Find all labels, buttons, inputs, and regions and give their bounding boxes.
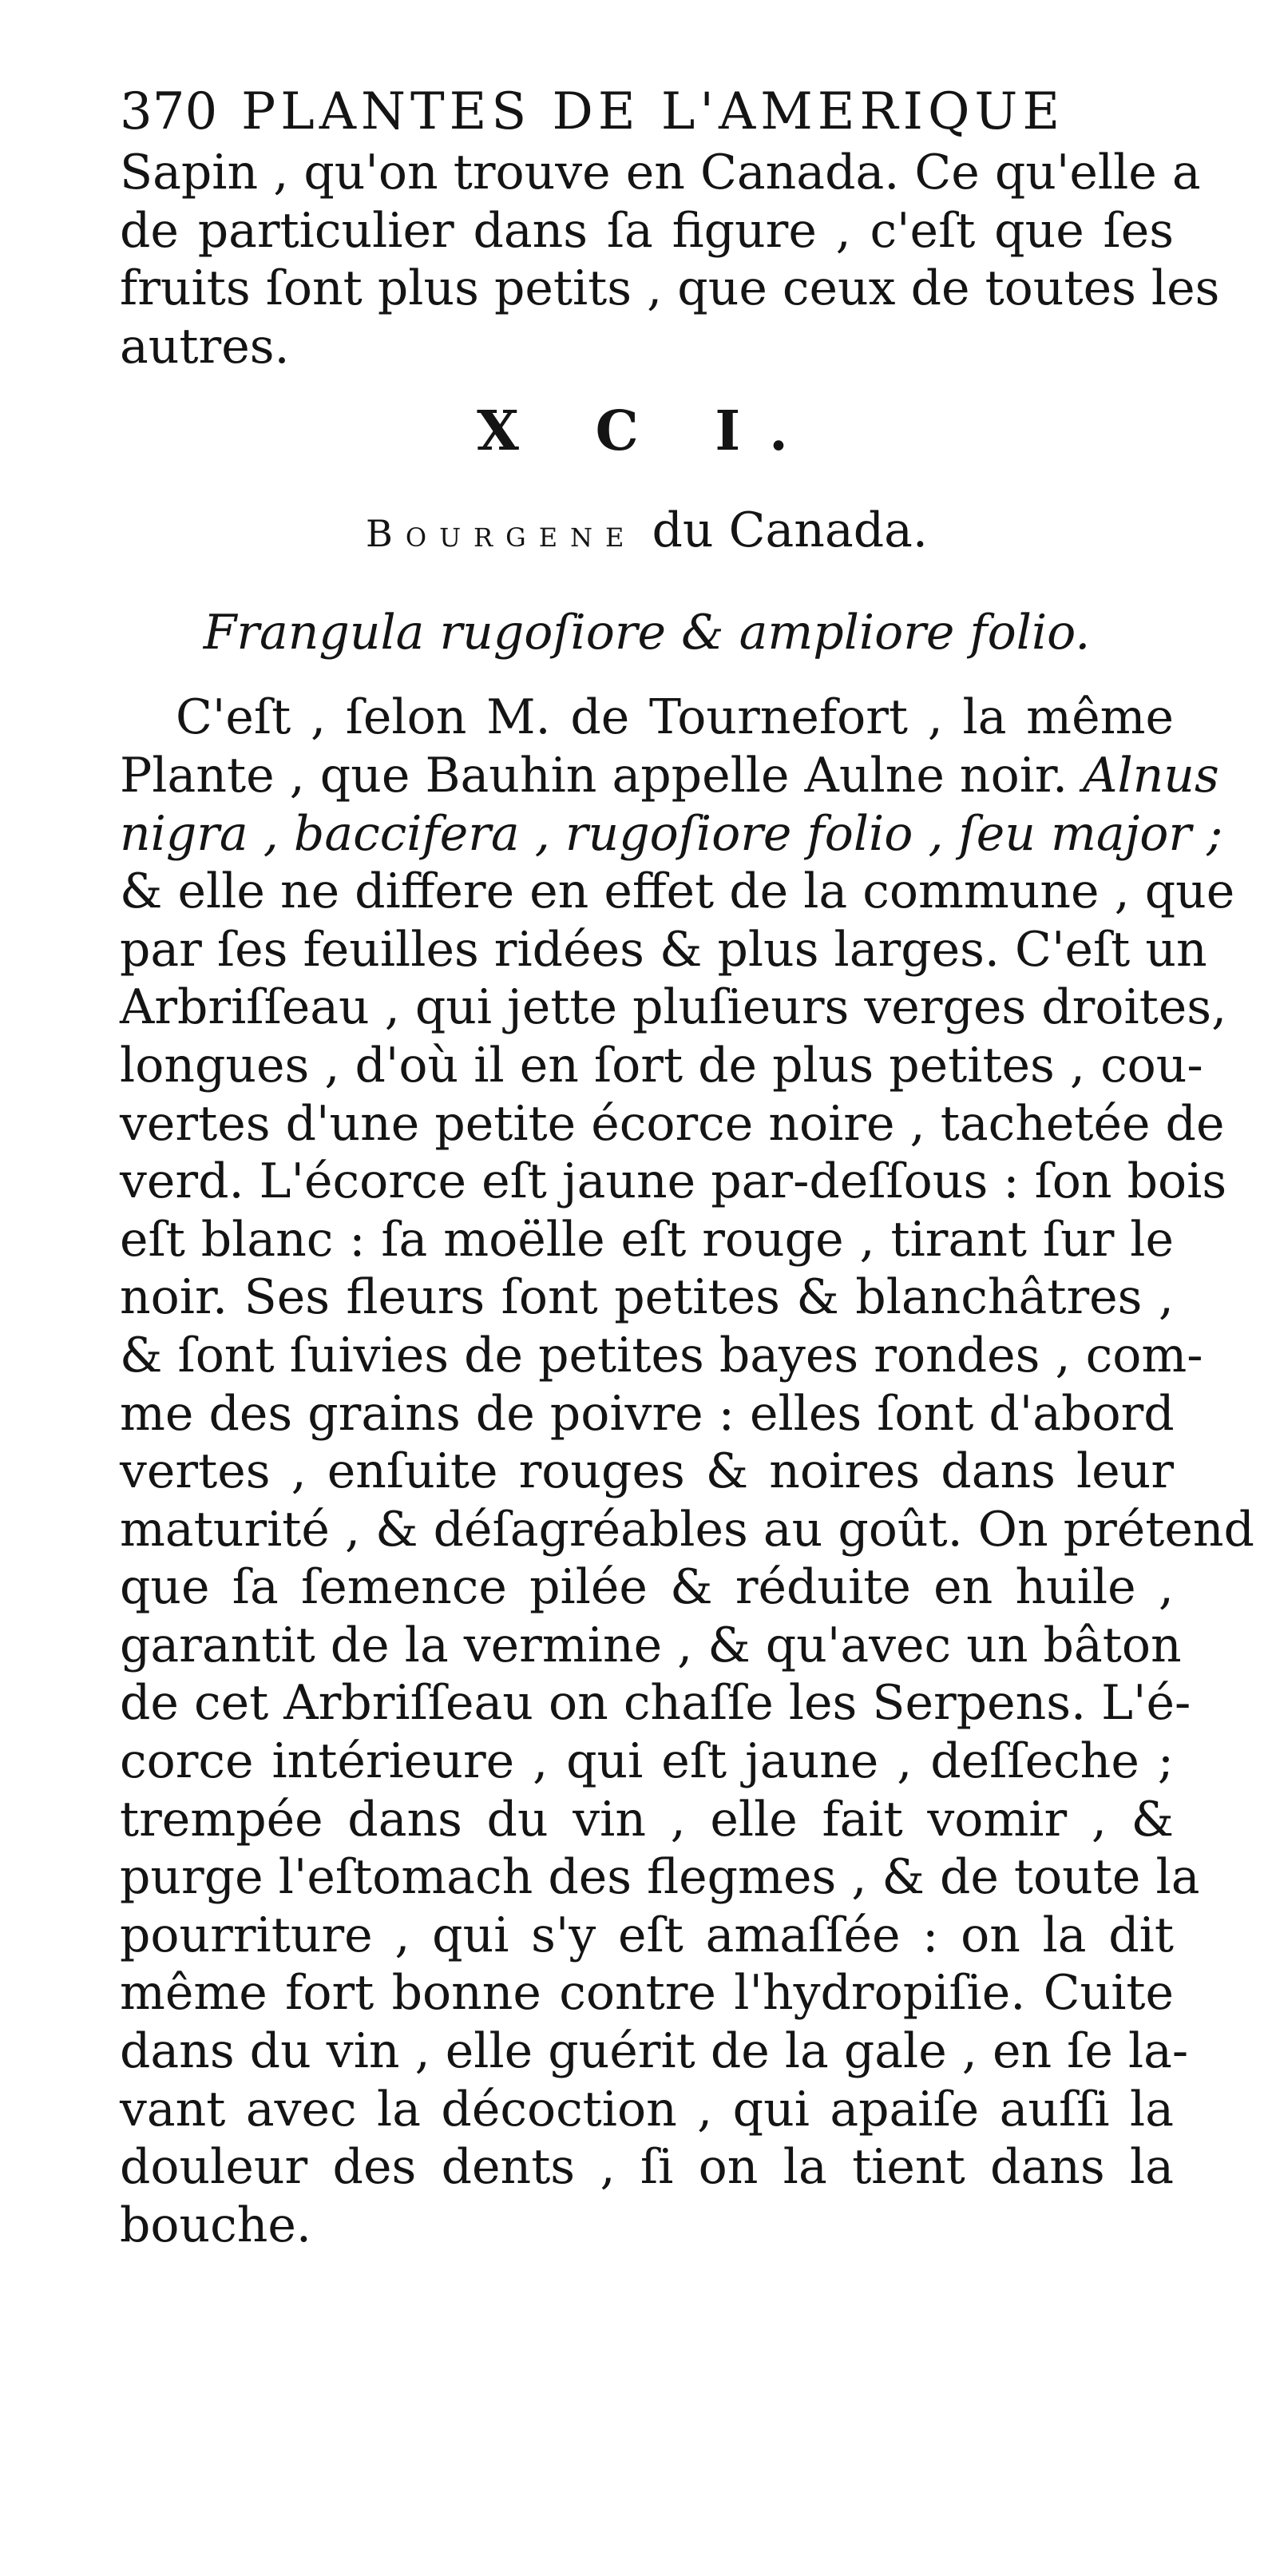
text-italic: Alnus [1083,747,1219,804]
text-line: douleur des dents , ſi on la tient dans la [120,2139,1174,2196]
text-line: eſt blanc : ſa moëlle eſt rouge , tirant ſur le [120,1211,1174,1268]
running-head [120,80,1174,144]
text-line: Sapin , qu'on trouve en Canada. Ce qu'elle a [120,145,1201,200]
text-line: C'eſt , ſelon M. de Tournefort , la même [176,689,1174,746]
continued-paragraph [120,144,1220,375]
text-line: autres. [120,318,290,375]
plant-name-rest: du Canada. [636,502,928,559]
text-line: verd. L'écorce eſt jaune par-deſſous : ſon bois [120,1153,1227,1210]
text-line: & elle ne differe en effet de la commune , que [120,863,1235,920]
plant-name-smallcaps: Bourgene [366,512,637,556]
latin-name: Frangula rugoſiore & ampliore folio. [203,605,1091,661]
body-paragraph [120,689,1254,2254]
text-roman: Plante , que Bauhin appelle Aulne noir. [120,747,1068,804]
text-line: me des grains de poivre : elles ſont d'abord [120,1385,1175,1442]
text-line: bouche. [120,2197,311,2253]
text-line: trempée dans du vin , elle fait vomir , & [120,1791,1174,1848]
text-line: maturité , & déſagréables au goût. On prétend [120,1501,1254,1558]
text-line: que ſa ſemence pilée & réduite en huile , [120,1559,1174,1616]
text-line: vant avec la décoction , qui apaiſe auſſi la [120,2081,1174,2137]
text-line: vertes d'une petite écorce noire , tachetée de [120,1095,1225,1152]
text-line: dans du vin , elle guérit de la gale , en ſe la- [120,2023,1189,2080]
text-line: corce intérieure , qui eſt jaune , deſſeche ; [120,1733,1174,1790]
section-number: X C I. [477,399,817,464]
text-line: longues , d'où il en ſort de plus petites , cou- [120,1037,1203,1094]
text-line [120,747,1219,805]
text-line: Arbriſſeau , qui jette pluſieurs verges droites, [120,979,1227,1036]
text-line: de cet Arbriſſeau on chaſſe les Serpens. L'é- [120,1675,1191,1732]
page-number: 370 [120,82,218,141]
text-line: vertes , enſuite rouges & noires dans leur [120,1443,1174,1500]
text-line: par ſes feuilles ridées & plus larges. C'eſt un [120,921,1207,978]
plant-title [120,498,1174,566]
text-italic: nigra , baccifera , rugoſiore folio , ſeu major ; [120,805,1223,862]
text-line [120,805,1223,863]
running-title: PLANTES DE L'AMERIQUE [241,82,1065,141]
text-line: même fort bonne contre l'hydropiſie. Cuite [120,1965,1174,2022]
text-line: garantit de la vermine , & qu'avec un bâton [120,1617,1182,1673]
text-line: purge l'eſtomach des flegmes , & de toute la [120,1849,1200,1906]
book-page [120,80,1254,2254]
text-line: noir. Ses fleurs ſont petites & blanchâtres , [120,1269,1174,1326]
text-line: pourriture , qui s'y eſt amaſſée : on la dit [120,1907,1174,1963]
text-line: de particulier dans ſa figure , c'eſt que ſes [120,202,1174,259]
text-line: fruits ſont plus petits , que ceux de toutes les [120,260,1220,317]
text-line: & ſont ſuivies de petites bayes rondes , com- [120,1327,1203,1383]
